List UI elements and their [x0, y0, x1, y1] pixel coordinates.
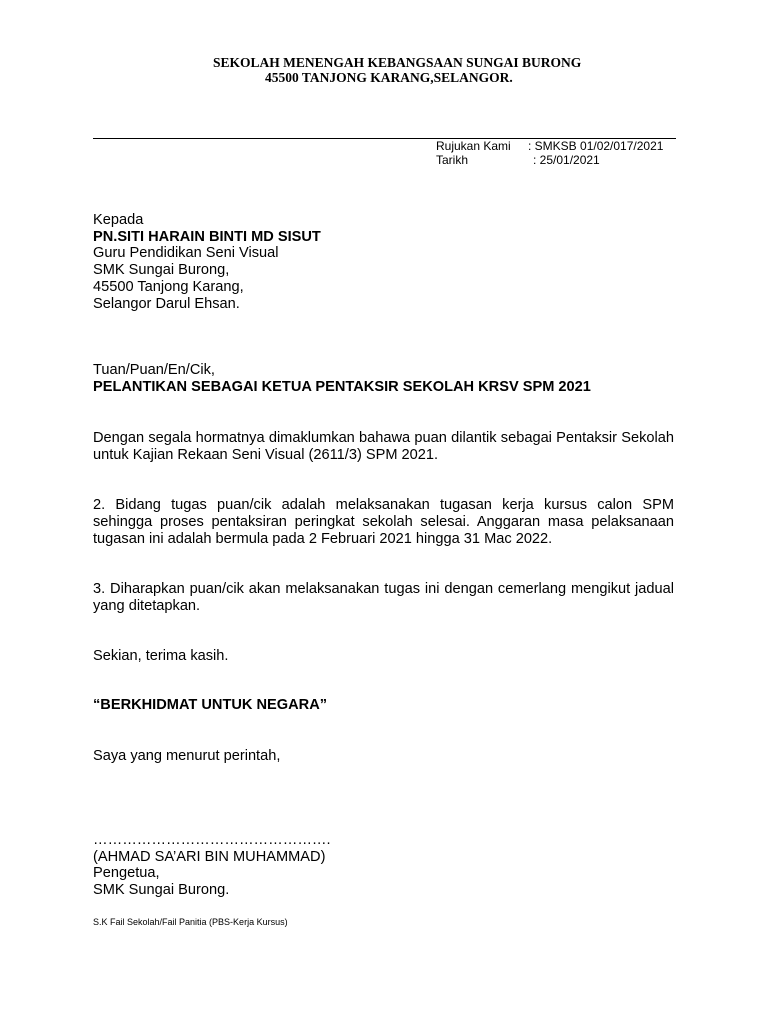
our-ref-label: Rujukan Kami — [436, 139, 511, 153]
recipient-to: Kepada — [93, 212, 144, 228]
greeting: Tuan/Puan/En/Cik, — [93, 362, 215, 378]
signoff-text: Saya yang menurut perintah, — [93, 748, 281, 764]
recipient-address-line: 45500 Tanjong Karang, — [93, 279, 244, 295]
signatory-school: SMK Sungai Burong. — [93, 882, 230, 898]
recipient-address-line: SMK Sungai Burong, — [93, 262, 230, 278]
recipient-address-line: Selangor Darul Ehsan. — [93, 296, 240, 312]
motto: “BERKHIDMAT UNTUK NEGARA” — [93, 697, 328, 713]
coat-of-arms-logo — [96, 38, 192, 104]
paragraph-2: 2. Bidang tugas puan/cik adalah melaksanakan tugasan kerja kursus calon SPM sehingga proses pentaksiran peringkat sekolah selesai. Anggaran masa pelaksanaan tugasan ini adalah bermula pada 2 Februari 2021 hingga 31 Mac 2022. — [93, 497, 674, 547]
paragraph-3: 3. Diharapkan puan/cik akan melaksanakan tugas ini dengan cemerlang mengikut jadual yang ditetapkan. — [93, 581, 674, 614]
signatory-title: Pengetua, — [93, 865, 160, 881]
school-crest-logo — [623, 35, 689, 95]
paragraph-1: Dengan segala hormatnya dimaklumkan bahawa puan dilantik sebagai Pentaksir Sekolah untuk Kajian Rekaan Seni Visual (2611/3) SPM 2021. — [93, 430, 674, 463]
date-label: Tarikh — [436, 153, 469, 167]
date-value: : 25/01/2021 — [533, 153, 600, 167]
school-address: 45500 TANJONG KARANG,SELANGOR. — [265, 70, 513, 85]
recipient-name: PN.SITI HARAIN BINTI MD SISUT — [93, 229, 321, 245]
school-name: SEKOLAH MENENGAH KEBANGSAAN SUNGAI BURONG — [213, 55, 582, 70]
our-ref-value: : SMKSB 01/02/017/2021 — [528, 139, 664, 153]
recipient-address-line: Guru Pendidikan Seni Visual — [93, 245, 279, 261]
footer-note: S.K Fail Sekolah/Fail Panitia (PBS-Kerja Kursus) — [93, 917, 288, 927]
closing-text: Sekian, terima kasih. — [93, 648, 229, 664]
subject-line: PELANTIKAN SEBAGAI KETUA PENTAKSIR SEKOLAH KRSV SPM 2021 — [93, 379, 591, 395]
signature-line: …………………………………………. — [93, 832, 331, 848]
signatory-name: (AHMAD SA’ARI BIN MUHAMMAD) — [93, 849, 326, 865]
